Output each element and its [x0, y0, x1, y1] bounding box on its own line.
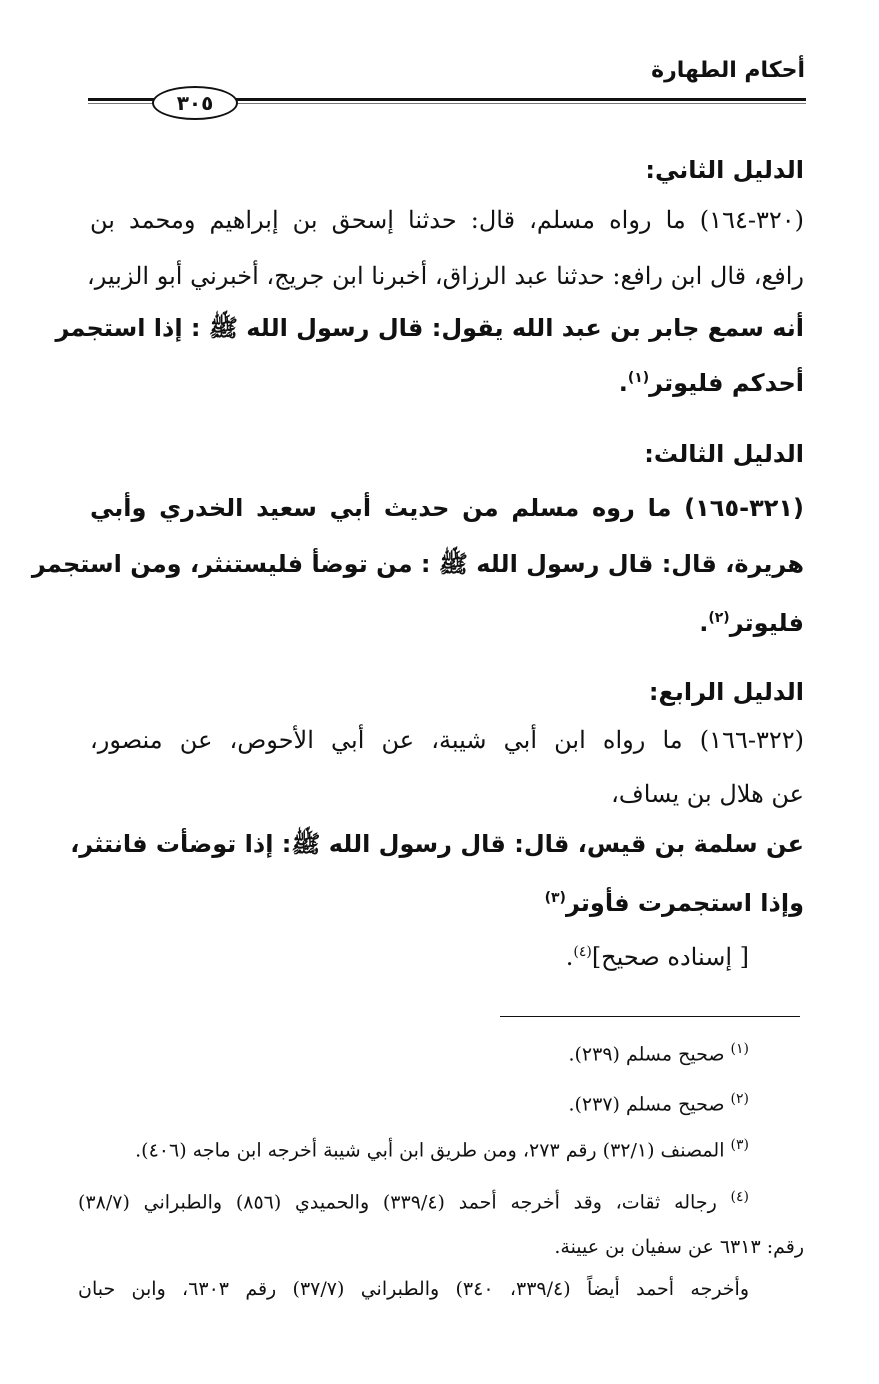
footnote-3: [135, 1130, 749, 1165]
footnote-text: صحيح مسلم (٢٣٧).: [568, 1093, 725, 1116]
hadith-text: وإذا استجمرت فأوتر: [565, 889, 804, 917]
hadith-line: [545, 880, 804, 921]
hadith-line: أنه سمع جابر بن عبد الله يقول: قال رسول الله ﷺ : إذا استجمر: [55, 314, 804, 342]
footnote-text: المصنف (٣٢/١) رقم ٢٧٣، ومن طريق ابن أبي شيبة أخرجه ابن ماجه (٤٠٦).: [135, 1139, 725, 1162]
footnote-4-line-2: رقم: ٦٣١٣ عن سفيان بن عيينة.: [554, 1236, 804, 1258]
period: .: [699, 609, 709, 637]
hadith-line: عن سلمة بن قيس، قال: قال رسول الله ﷺ: إذا توضأت فانتثر،: [70, 830, 804, 858]
footnote-1: [568, 1034, 749, 1069]
hadith-line: [619, 360, 804, 401]
page-number-badge: [152, 86, 238, 120]
running-header-title: أحكام الطهارة: [651, 58, 805, 83]
hadith-text: فليوتر: [729, 609, 804, 637]
text-line: (٣٢١-١٦٥) ما روه مسلم من حديث أبي سعيد الخدري وأبي: [90, 494, 804, 522]
hadith-text: أحدكم فليوتر: [649, 369, 804, 397]
grade-text: [ إسناده صحيح]: [591, 943, 749, 971]
footnote-text: رجاله ثقات، وقد أخرجه أحمد (٣٣٩/٤) والحميدي (٨٥٦) والطبراني (٣٨/٧): [78, 1191, 717, 1214]
text-line: (٣٢٢-١٦٦) ما رواه ابن أبي شيبة، عن أبي الأحوص، عن منصور،: [90, 726, 804, 754]
text-line: رافع، قال ابن رافع: حدثنا عبد الرزاق، أخبرنا ابن جريج، أخبرني أبو الزبير،: [86, 262, 804, 290]
page-number: ٣٠٥: [176, 91, 214, 115]
footnote-marker: (١): [627, 370, 650, 386]
footnote-number: (٢): [730, 1091, 749, 1107]
section-heading-2: الدليل الثاني:: [645, 156, 804, 184]
footnote-text: صحيح مسلم (٢٣٩).: [568, 1043, 725, 1066]
footnote-2: [568, 1084, 749, 1119]
section-heading-3: الدليل الثالث:: [644, 440, 804, 468]
footnote-number: (٤): [730, 1189, 750, 1205]
footnote-separator: [500, 1016, 800, 1017]
section-heading-4: الدليل الرابع:: [648, 678, 804, 706]
footnote-marker: (٤): [573, 944, 592, 960]
text-line: عن هلال بن يساف،: [611, 780, 804, 808]
hadith-line: [699, 600, 804, 641]
footnote-marker: (٣): [544, 890, 566, 906]
isnad-grade: [566, 934, 749, 975]
footnote-4-line-3: وأخرجه أحمد أيضاً (٣٣٩/٤، ٣٤٠) والطبراني (٣٧/٧) رقم ٦٣٠٣، وابن حبان: [78, 1278, 749, 1300]
text-line: (٣٢٠-١٦٤) ما رواه مسلم، قال: حدثنا إسحق بن إبراهيم ومحمد بن: [90, 206, 804, 234]
period: .: [565, 943, 574, 971]
footnote-number: (١): [730, 1041, 749, 1057]
footnote-marker: (٢): [708, 610, 730, 626]
footnote-4: [78, 1182, 749, 1217]
footnote-number: (٣): [730, 1137, 749, 1153]
period: .: [618, 369, 628, 397]
hadith-line: هريرة، قال: قال رسول الله ﷺ : من توضأ فليستنثر، ومن استجمر: [31, 550, 804, 578]
